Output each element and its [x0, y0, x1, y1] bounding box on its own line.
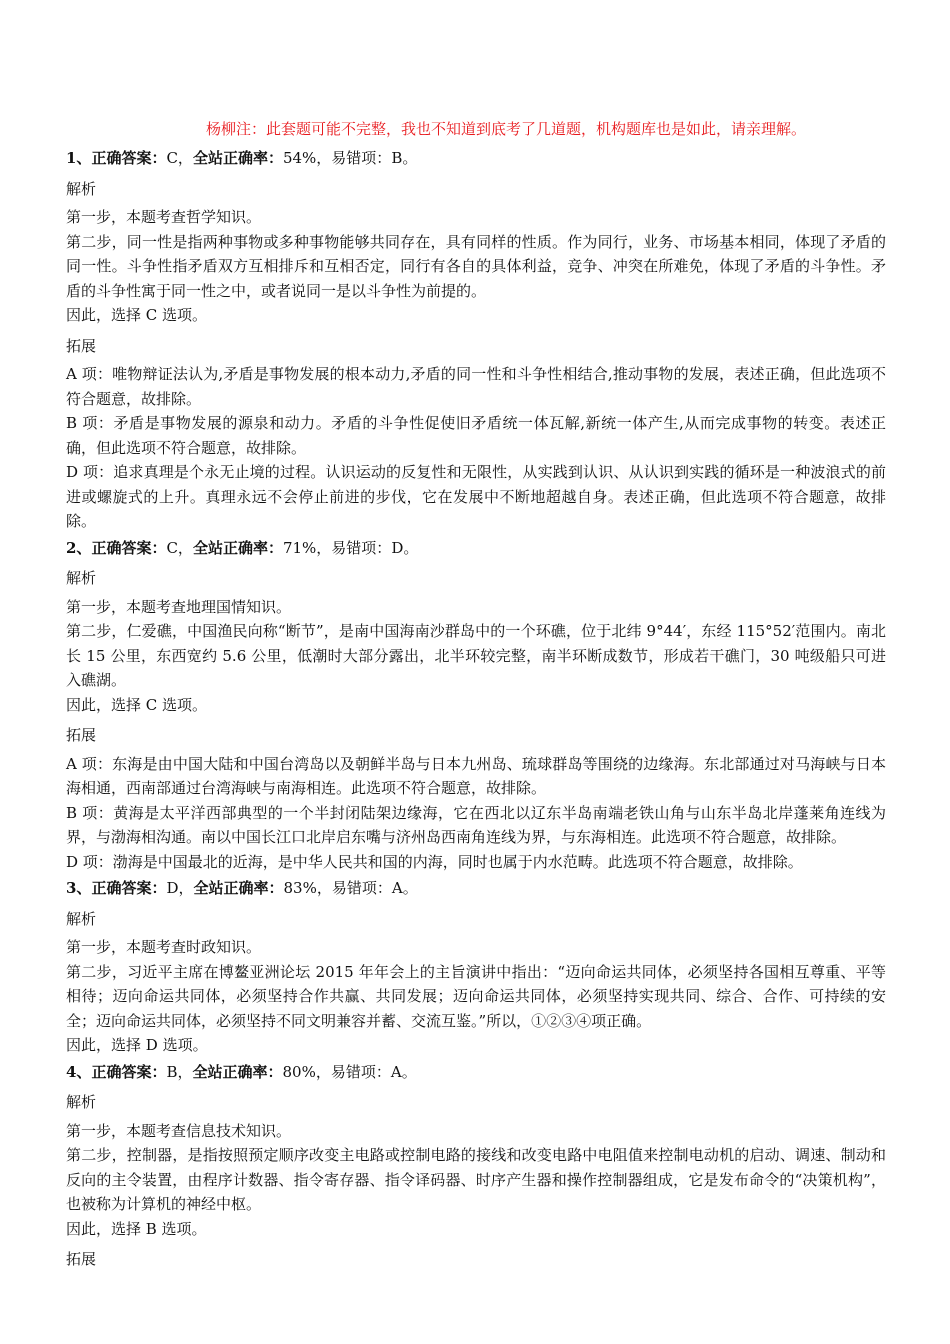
rate-label: 全站正确率： [192, 149, 283, 167]
question-4-header [66, 1060, 886, 1085]
wrong-label: 易错项： [331, 879, 392, 897]
analysis-label: 解析 [66, 179, 97, 198]
answer-label: 正确答案： [91, 1062, 167, 1081]
extend-label: 拓展 [66, 336, 97, 355]
step-two: 第二步，同一性是指两种事物或多种事物能够共同存在，具有同样的性质。作为同行，业务、市场基本相同，体现了矛盾的同一性。斗争性指矛盾双方互相排斥和互相否定，同行有各自的具体利益，竞争、冲突在所难免，体现了矛盾的斗争性。矛盾的斗争性寓于同一性之中，或者说同一是以斗争性为前提的。 [66, 232, 886, 300]
wrong-value: D。 [391, 538, 419, 557]
step-one: 第一步，本题考查哲学知识。 [66, 208, 262, 226]
extend-option-b: B 项：黄海是太平洋西部典型的一个半封闭陆架边缘海，它在西北以辽东半岛南端老铁山角与山东半岛北岸蓬莱角连线为界，与渤海相沟通。南以中国长江口北岸启东嘴与济州岛西南角连线为界，与东海相连。此选项不符合题意，故排除。 [66, 803, 886, 846]
analysis-label: 解析 [66, 909, 97, 928]
rate-value: 71%， [282, 538, 332, 557]
answer-value: C， [166, 538, 193, 557]
rate-value: 83%， [283, 879, 332, 897]
extend-option-a: A 项：唯物辩证法认为,矛盾是事物发展的根本动力,矛盾的同一性和斗争性相结合,推动事物的发展，表述正确，但此选项不符合题意，故排除。 [66, 365, 886, 408]
rate-label: 全站正确率： [192, 538, 283, 557]
question-1-header [66, 146, 886, 171]
wrong-value: B。 [391, 149, 418, 167]
conclusion: 因此，选择 C 选项。 [66, 695, 208, 714]
step-one: 第一步，本题考查地理国情知识。 [66, 597, 292, 616]
extend-label: 拓展 [66, 1250, 97, 1268]
answer-label: 正确答案： [91, 149, 167, 167]
step-one: 第一步，本题考查时政知识。 [66, 938, 262, 956]
extend-option-a: A 项：东海是由中国大陆和中国台湾岛以及朝鲜半岛与日本九州岛、琉球群岛等围绕的边缘海。东北部通过对马海峡与日本海相通，西南部通过台湾海峡与南海相连。此选项不符合题意，故排除。 [66, 754, 886, 797]
question-number: 1、 [66, 149, 92, 167]
rate-value: 80%， [282, 1062, 331, 1081]
answer-value: B， [166, 1062, 193, 1081]
rate-label: 全站正确率： [193, 879, 284, 897]
wrong-value: A。 [390, 1062, 417, 1081]
extend-option-b: B 项：矛盾是事物发展的源泉和动力。矛盾的斗争性促使旧矛盾统一体瓦解,新统一体产生,从而完成事物的转变。表述正确，但此选项不符合题意，故排除。 [66, 414, 886, 457]
question-3-header [66, 876, 886, 901]
conclusion: 因此，选择 B 选项。 [66, 1219, 207, 1238]
rate-value: 54%， [282, 149, 332, 167]
conclusion: 因此，选择 C 选项。 [66, 306, 208, 324]
document-page [66, 118, 886, 1276]
editor-note: 杨柳注：此套题可能不完整，我也不知道到底考了几道题，机构题库也是如此，请亲理解。 [205, 120, 806, 138]
question-number: 3、 [66, 879, 92, 897]
question-number: 4、 [66, 1062, 92, 1081]
wrong-value: A。 [391, 879, 418, 897]
step-two: 第二步，控制器，是指按照预定顺序改变主电路或控制电路的接线和改变电路中电阻值来控制电动机的启动、调速、制动和反向的主令装置，由程序计数器、指令寄存器、指令译码器、时序产生器和操作控制器组成，它是发布命令的“决策机构”，也被称为计算机的神经中枢。 [66, 1146, 886, 1213]
extend-label: 拓展 [66, 726, 97, 744]
question-2-header [66, 536, 886, 561]
answer-value: D， [166, 879, 194, 897]
wrong-label: 易错项： [331, 149, 392, 167]
step-two: 第二步，仁爱礁，中国渔民向称“断节”，是南中国海南沙群岛中的一个环礁，位于北纬 9°44′，东经 115°52′范围内。南北长 15 公里，东西宽约 5.6 公里，低潮时大部分露出，北半环较完整，南半环断成数节，形成若干礁门，30 吨级船只可进入礁湖。 [66, 622, 886, 689]
wrong-label: 易错项： [330, 1062, 391, 1081]
analysis-label: 解析 [66, 1093, 97, 1111]
extend-option-d: D 项：渤海是中国最北的近海，是中华人民共和国的内海，同时也属于内水范畴。此选项不符合题意，故排除。 [66, 852, 803, 871]
wrong-label: 易错项： [331, 538, 392, 557]
question-number: 2、 [66, 538, 92, 557]
extend-option-d: D 项：追求真理是个永无止境的过程。认识运动的反复性和无限性，从实践到认识、从认识到实践的循环是一种波浪式的前进或螺旋式的上升。真理永远不会停止前进的步伐，它在发展中不断地超越自身。表述正确，但此选项不符合题意，故排除。 [66, 463, 886, 530]
answer-label: 正确答案： [91, 879, 167, 897]
answer-label: 正确答案： [91, 538, 167, 557]
rate-label: 全站正确率： [192, 1062, 283, 1081]
conclusion: 因此，选择 D 选项。 [66, 1036, 208, 1054]
analysis-label: 解析 [66, 569, 97, 587]
answer-value: C， [166, 149, 193, 167]
step-two: 第二步，习近平主席在博鳌亚洲论坛 2015 年年会上的主旨演讲中指出：“迈向命运共同体，必须坚持各国相互尊重、平等相待；迈向命运共同体，必须坚持合作共赢、共同发展；迈向命运共同体，必须坚持实现共同、综合、合作、可持续的安全；迈向命运共同体，必须坚持不同文明兼容并蓄、交流互鉴。”所以，①②③④项正确。 [66, 962, 886, 1030]
step-one: 第一步，本题考查信息技术知识。 [66, 1121, 292, 1140]
